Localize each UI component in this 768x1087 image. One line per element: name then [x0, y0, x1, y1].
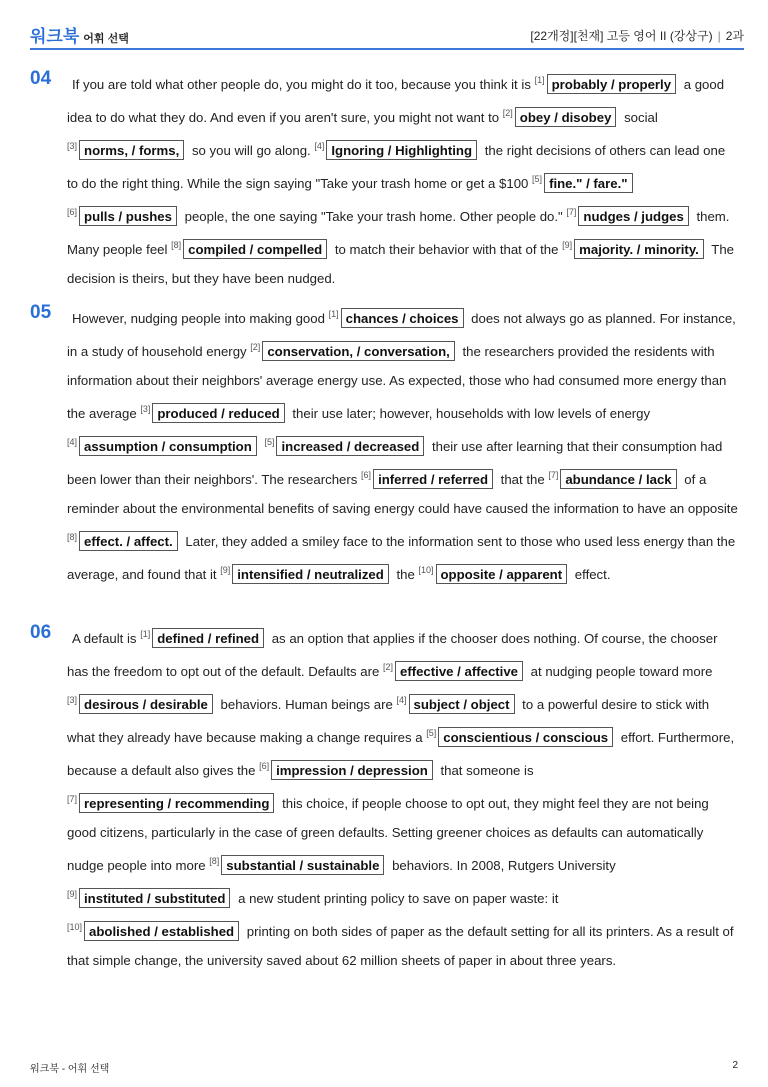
passage-number: 04 [30, 68, 52, 89]
vocab-choice-item [67, 534, 182, 549]
choice-marker: [2] [250, 342, 261, 352]
choice-marker: [7] [67, 794, 78, 804]
choice-marker: [4] [67, 437, 78, 447]
vocab-choice-item [329, 311, 468, 326]
choice-marker: [9] [562, 240, 573, 250]
passage-text-run: Later, they added a smiley face to the information sent to those who used less energy than the average, and found that it [67, 534, 736, 582]
choice-box[interactable]: majority. / minority. [574, 239, 704, 259]
vocab-choice-item [535, 77, 680, 92]
footer-title: 워크북 - 어휘 선택 [30, 1064, 110, 1075]
choice-box[interactable]: inferred / referred [373, 469, 493, 489]
passage-number: 05 [30, 302, 52, 323]
header-separator: | [717, 29, 721, 43]
passage-04 [30, 66, 738, 293]
choice-box[interactable]: abolished / established [84, 921, 239, 941]
passage-text-run: behaviors. Human beings are [216, 697, 397, 712]
course-title: [22개정][천재] 고등 영어 II (강상구) [530, 29, 713, 43]
choice-box[interactable]: compiled / compelled [183, 239, 327, 259]
choice-marker: [6] [361, 470, 372, 480]
choice-box[interactable]: conservation, / conversation, [262, 341, 454, 361]
choice-marker: [1] [328, 309, 339, 319]
choice-box[interactable]: defined / refined [152, 628, 264, 648]
choice-box[interactable]: Ignoring / Highlighting [326, 140, 477, 160]
vocab-choice-item [566, 209, 692, 224]
vocab-choice-item [314, 143, 481, 158]
vocab-choice-item [67, 796, 278, 811]
vocab-choice-item [140, 631, 268, 646]
vocab-choice-item [383, 664, 527, 679]
choice-box[interactable]: opposite / apparent [436, 564, 568, 584]
vocab-choice-item [532, 176, 636, 191]
passage-text-run: that the [497, 472, 549, 487]
choice-box[interactable]: increased / decreased [276, 436, 424, 456]
passage-text-run: so you will go along. [188, 143, 315, 158]
choice-box[interactable]: fine." / fare." [544, 173, 632, 193]
passage-text-run: of a reminder about the environmental benefits of saving energy could have caused the information to have an opposite [67, 472, 738, 516]
vocab-choice-item [250, 344, 459, 359]
passage-text-run: does not always go as planned. For instance, in a study of household energy [67, 311, 736, 359]
choice-box[interactable]: conscientious / conscious [438, 727, 613, 747]
choice-box[interactable]: intensified / neutralized [232, 564, 389, 584]
vocab-choice-item [67, 209, 181, 224]
choice-box[interactable]: desirous / desirable [79, 694, 213, 714]
choice-box[interactable]: impression / depression [271, 760, 433, 780]
choice-marker: [7] [548, 470, 559, 480]
passage-05 [30, 300, 738, 589]
passage-text-run: A default is [72, 631, 141, 646]
vocab-choice-item [220, 567, 393, 582]
passage-text-run: to a powerful desire to stick with what they already have because making a change requires a [67, 697, 710, 745]
choice-box[interactable]: representing / recommending [79, 793, 274, 813]
vocab-choice-item [67, 697, 217, 712]
course-info [530, 27, 744, 44]
passage-text-run: social [620, 110, 658, 125]
vocab-choice-item [171, 242, 331, 257]
choice-marker: [5] [264, 437, 275, 447]
choice-box[interactable]: pulls / pushes [79, 206, 177, 226]
passage-text-run: the [392, 567, 419, 582]
choice-marker: [7] [566, 207, 577, 217]
choice-box[interactable]: subject / object [409, 694, 515, 714]
passage-text-run: If you are told what other people do, you might do it too, because you think it is [72, 77, 535, 92]
vocab-choice-item [209, 858, 388, 873]
passage-text-run: their use later; however, households with low levels of energy [288, 406, 651, 421]
choice-marker: [6] [67, 207, 78, 217]
passage-06 [30, 620, 738, 975]
choice-marker: [1] [534, 75, 545, 85]
vocab-choice-item [67, 143, 188, 158]
choice-box[interactable]: nudges / judges [578, 206, 688, 226]
choice-marker: [3] [140, 404, 151, 414]
passage-text [67, 300, 738, 589]
vocab-choice-item [259, 763, 437, 778]
choice-box[interactable]: instituted / substituted [79, 888, 230, 908]
choice-marker: [3] [67, 695, 78, 705]
vocab-choice-item [264, 439, 428, 454]
choice-box[interactable]: assumption / consumption [79, 436, 257, 456]
passage-text [67, 620, 738, 975]
lesson-label: 2과 [725, 29, 744, 43]
choice-marker: [10] [67, 922, 83, 932]
choice-box[interactable]: abundance / lack [560, 469, 676, 489]
choice-marker: [5] [426, 728, 437, 738]
vocab-choice-item [67, 924, 243, 939]
passage-text-run: a new student printing policy to save on paper waste: it [234, 891, 559, 906]
passage-text-run: printing on both sides of paper as the default setting for all its printers. As a result of that simple change, the university saved about 62 million sheets of paper in about three years. [67, 924, 734, 968]
vocab-choice-item [503, 110, 621, 125]
choice-box[interactable]: probably / properly [547, 74, 676, 94]
choice-box[interactable]: obey / disobey [515, 107, 617, 127]
choice-box[interactable]: chances / choices [341, 308, 464, 328]
choice-marker: [6] [259, 761, 270, 771]
passage-text-run: people, the one saying "Take your trash home. Other people do." [180, 209, 567, 224]
brand [30, 22, 129, 47]
brand-title: 워크북 [30, 27, 80, 46]
passage-text-run: effort. Furthermore, because a default also gives the [67, 730, 735, 778]
passage-text-run: to match their behavior with that of the [331, 242, 563, 257]
choice-box[interactable]: produced / reduced [152, 403, 284, 423]
choice-marker: [8] [67, 532, 78, 542]
page-header [30, 20, 744, 50]
vocab-choice-item [426, 730, 617, 745]
passage-text-run: However, nudging people into making good [72, 311, 329, 326]
choice-marker: [2] [382, 662, 393, 672]
passage-text-run: their use after learning that their consumption had been lower than their neighbors'. The researchers [67, 439, 723, 487]
choice-marker: [4] [314, 141, 325, 151]
page-number: 2 [732, 1060, 738, 1071]
passage-text-run: this choice, if people choose to opt out, they might feel they are not being good citizens, particularly in the case of green defaults. Setting greener choices as defaults can automatically nudge people into more [67, 796, 709, 873]
vocab-choice-item [397, 697, 519, 712]
choice-box[interactable]: norms, / forms, [79, 140, 184, 160]
choice-marker: [8] [209, 856, 220, 866]
passage-text-run: effect. [571, 567, 611, 582]
choice-box[interactable]: effective / affective [395, 661, 523, 681]
choice-marker: [10] [418, 565, 434, 575]
choice-marker: [5] [532, 174, 543, 184]
passage-text-run: the right decisions of others can lead one to do the right thing. While the sign saying "Take your trash home or get a $100 [67, 143, 726, 191]
passage-text-run: the researchers provided the residents with information about their neighbors' average energy use. As expected, those who had consumed more energy than the average [67, 344, 727, 421]
choice-marker: [3] [67, 141, 78, 151]
passage-text-run: behaviors. In 2008, Rutgers University [388, 858, 616, 873]
passage-text-run: as an option that applies if the chooser does nothing. Of course, the chooser has the freedom to opt out of the default. Defaults are [67, 631, 718, 679]
vocab-choice-item [361, 472, 497, 487]
passage-text [67, 66, 738, 293]
choice-marker: [4] [396, 695, 407, 705]
passage-text-run: a good idea to do what they do. And even if you aren't sure, you might not want to [67, 77, 725, 125]
vocab-choice-item [140, 406, 288, 421]
choice-marker: [1] [140, 629, 151, 639]
vocab-choice-item [67, 439, 261, 454]
choice-marker: [8] [171, 240, 182, 250]
passage-text-run: at nudging people toward more [527, 664, 713, 679]
vocab-choice-item [562, 242, 708, 257]
vocab-choice-item [548, 472, 680, 487]
vocab-choice-item [418, 567, 571, 582]
passage-text-run: them. Many people feel [67, 209, 730, 257]
passage-number: 06 [30, 622, 52, 643]
passage-text-run: that someone is [436, 763, 534, 778]
vocab-choice-item [67, 891, 234, 906]
choice-marker: [2] [502, 108, 513, 118]
choice-box[interactable]: substantial / sustainable [221, 855, 384, 875]
passage-text-run: The decision is theirs, but they have been nudged. [67, 242, 734, 286]
choice-marker: [9] [220, 565, 231, 575]
brand-subtitle: 어휘 선택 [83, 33, 129, 45]
choice-box[interactable]: effect. / affect. [79, 531, 178, 551]
choice-marker: [9] [67, 889, 78, 899]
